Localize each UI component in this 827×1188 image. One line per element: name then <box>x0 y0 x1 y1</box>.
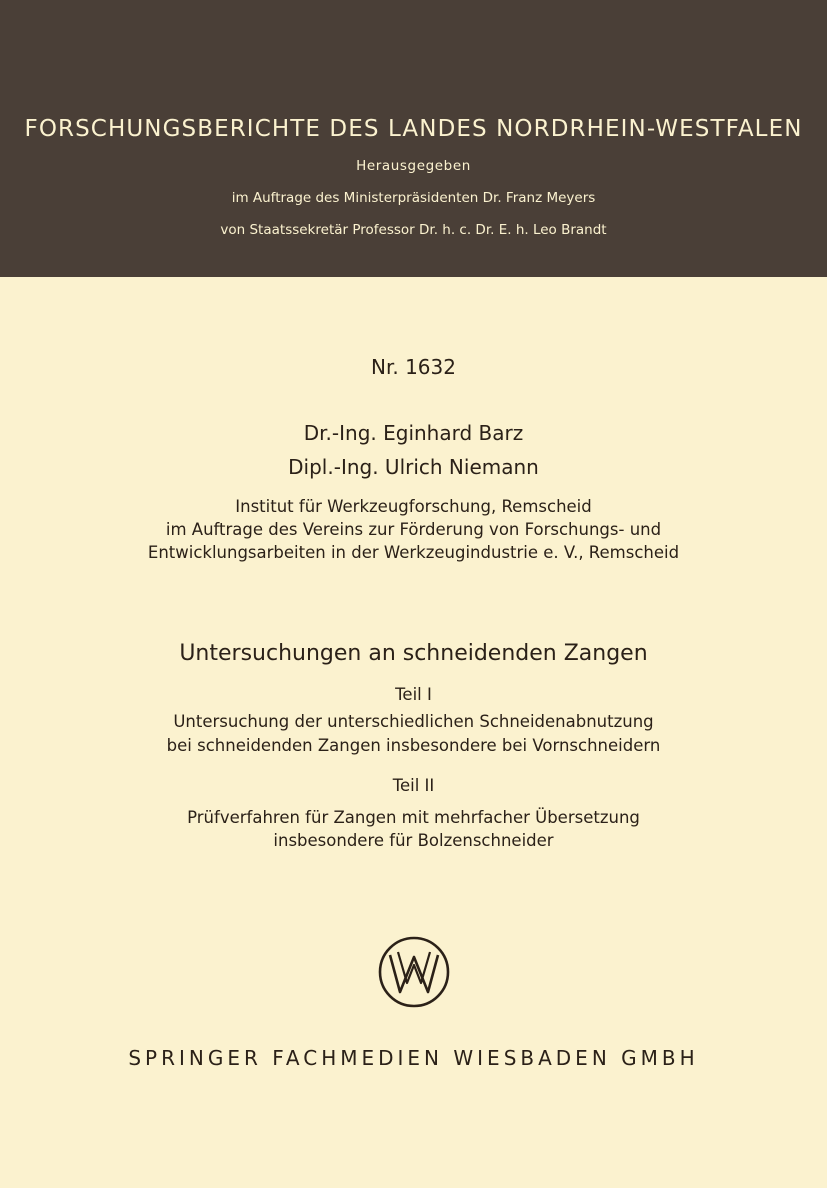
author-2: Dipl.-Ing. Ulrich Niemann <box>288 455 539 479</box>
main-title: Untersuchungen an schneidenden Zangen <box>179 641 648 666</box>
secretary-line: von Staatssekretär Professor Dr. h. c. Dr. E. h. Leo Brandt <box>220 222 607 238</box>
part-2-title-line-1: Prüfverfahren für Zangen mit mehrfacher Übersetzung <box>187 808 640 827</box>
springer-vw-logo-icon <box>377 935 451 1009</box>
part-1-title-line-1: Untersuchung der unterschiedlichen Schneidenabnutzung <box>173 712 654 731</box>
part-2-label: Teil II <box>392 776 435 795</box>
institution-line-1: Institut für Werkzeugforschung, Remscheid <box>235 497 592 516</box>
publisher-name: SPRINGER FACHMEDIEN WIESBADEN GMBH <box>128 1046 699 1070</box>
part-1-label: Teil I <box>395 685 432 704</box>
institution-line-3: Entwicklungsarbeiten in der Werkzeugindustrie e. V., Remscheid <box>147 543 680 562</box>
institution-line-2: im Auftrage des Vereins zur Förderung von Forschungs- und <box>165 520 662 539</box>
part-2-title-line-2: insbesondere für Bolzenschneider <box>273 831 554 850</box>
series-header <box>0 0 827 277</box>
commission-line: im Auftrage des Ministerpräsidenten Dr. Franz Meyers <box>231 190 596 206</box>
part-1-title-line-2: bei schneidenden Zangen insbesondere bei Vornschneidern <box>166 736 661 755</box>
author-1: Dr.-Ing. Eginhard Barz <box>303 421 524 445</box>
editor-label: Herausgegeben <box>356 158 471 174</box>
report-number: Nr. 1632 <box>371 355 456 379</box>
series-title: FORSCHUNGSBERICHTE DES LANDES NORDRHEIN-WESTFALEN <box>24 116 803 142</box>
